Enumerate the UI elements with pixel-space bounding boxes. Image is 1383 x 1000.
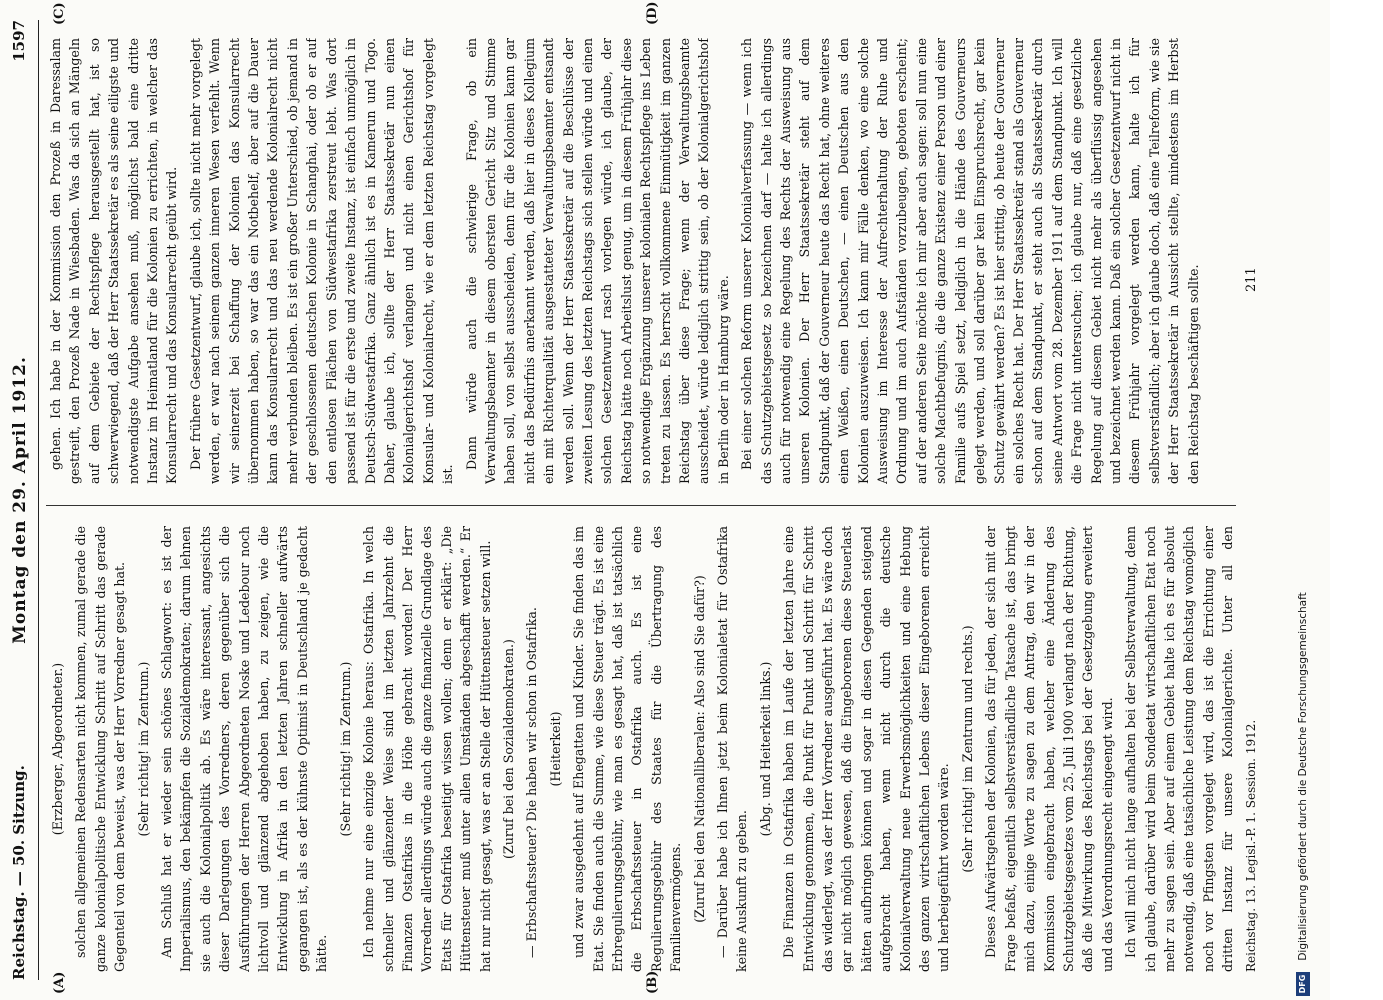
interjection: (Abg. und Heiterkeit links.) bbox=[757, 661, 773, 837]
paragraph: solchen allgemeinen Redensarten nicht kommen, zumal gerade die ganze kolonialpolitische Entwicklung Schritt auf Schritt das gerade Gegenteil von dem beweist, was der Herr Vorredner gesagt hat. bbox=[73, 526, 128, 972]
digitization-text: Digitalisierung gefördert durch die Deutsche Forschungsgemeinschaft bbox=[1297, 592, 1309, 961]
paragraph: Ich will mich nicht lange aufhalten bei der Selbstverwaltung, denn ich glaube, darüber wird beim Sondeetat wirtschaftlichen Etat noch mehr zu sagen sein. Aber auf einem Gebiet halte ich es für absolut notwendig, daß eine tatsächliche Leistung dem Reichstag womöglich noch vor Pfingsten vorgelegt wird, das ist die Errichtung einer dritten Instanz für unsere Kolonialgerichte. Unter all den bbox=[1123, 526, 1236, 972]
right-text-column bbox=[46, 38, 1236, 484]
interjection: (Heiterkeit) bbox=[547, 711, 563, 787]
header-session: Reichstag. — 50. Sitzung. bbox=[10, 765, 28, 980]
margin-mark-a: (A) bbox=[52, 971, 67, 994]
interjection: (Sehr richtig! im Zentrum.) bbox=[337, 661, 353, 837]
digitization-note bbox=[1290, 0, 1316, 1000]
paragraph: Bei einer solchen Reform unserer Kolonialverfassung — wenn ich das Schutzgebietsgesetz so bezeichnen darf — halte ich allerdings auch für notwendig eine Regelung des Rechts der Ausweisung aus unseren Kolonien. Der Herr Staatssekretär steht auf dem Standpunkt, daß der Gouverneur heute das Recht hat, ohne weiteres einen Weißen, einen Deutschen, — einen Deutschen aus den Kolonien auszuweisen. Ich kann mir Fälle denken, wo eine solche Ausweisung im Interesse der Aufrechterhaltung der Ruhe und Ordnung und im auch Aufständen vorzubeugen, geboten erscheint; auf der anderen Seite möchte ich mir aber auch sagen: soll nun eine solche Machtbefugnis, die die ganze Existenz einer Person und einer Familie aufs Spiel setzt, lediglich in die Hände des Gouverneurs gelegt werden, und soll darüber gar kein Einspruchsrecht, gar kein Schutz gewährt werden? Es ist hier strittig, ob heute der Gouverneur ein solches Recht hat. Der Herr Staatssekretär stand als Gouverneur schon auf dem Standpunkt, er steht auch als Staatssekretär durch seine Antwort vom 28. Dezember 1911 auf dem Standpunkt. Ich will die Frage nicht untersuchen; ich glaube nur, daß eine gesetzliche Regelung auf diesem Gebiet nicht mehr als überflüssig angesehen und bezeichnet werden kann. Daß ein solcher Gesetzentwurf nicht in diesem Frühjahr vorgelegt werden kann, halte ich für selbstverständlich; aber ich glaube doch, daß eine Teilreform, wie sie der Herr Staatssekretär in Aussicht stellte, mindestens im Herbst den Reichstag beschäftigen sollte. bbox=[739, 38, 1201, 484]
footer-sheet-number: 211 bbox=[1244, 267, 1259, 292]
interjection: (Erzberger, Abgeordneter.) bbox=[50, 662, 65, 836]
interjection: (Zuruf bei den Sozialdemokraten.) bbox=[500, 639, 516, 859]
interjection: (Sehr richtig! im Zentrum und rechts.) bbox=[959, 625, 975, 873]
page-footer bbox=[1244, 32, 1266, 972]
paragraph: Der frühere Gesetzentwurf, glaube ich, sollte nicht mehr vorgelegt werden, er war nach seinem ganzen inneren Wesen verfehlt. Wenn wir seinerzeit bei Schaffung der Kolonien das Konsularrecht übernommen haben, so war das ein Notbehelf, aber auf die Dauer kann das Konsularrecht und das neu werdende Kolonialrecht nicht mehr verbunden bleiben. Es ist ein großer Unterschied, ob jemand in der geschlossenen deutschen Kolonie in Schanghai, oder ob er auf den entlosen Flächen von Südwestafrika zerstreut lebt. Was dort passend ist für die erste und zweite Instanz, ist einfach unmöglich in Deutsch-Südwestafrika. Ganz ähnlich ist es in Kamerun und Togo. Daher, glaube ich, sollte der Herr Staatssekretär nun einen Kolonialgerichtshof verlangen und nicht einen Gerichtshof für Konsular- und Kolonialrecht, wie er dem letzten Reichstag vorgelegt ist. bbox=[187, 38, 456, 484]
paragraph: Die Finanzen in Ostafrika haben im Laufe der letzten Jahre eine Entwicklung genommen, die Punkt für Punkt und Schritt für Schritt das widerlegt, was der Herr Vorredner ausgeführt hat. Es wäre doch gar nicht möglich gewesen, daß die Eingeborenen diese Steuerlast hätten aufbringen können und sogar in diesen Gegenden steigend aufgebracht haben, wenn nicht durch die deutsche Kolonialverwaltung neue Erwerbsmöglichkeiten und eine Hebung des ganzen wirtschaftlichen Lebens dieser Eingeborenen erreicht und herbeigeführt worden wäre. bbox=[781, 526, 952, 972]
paragraph: — Erbschaftssteuer? Die haben wir schon in Ostafrika. bbox=[524, 607, 540, 958]
paragraph: Am Schluß hat er wieder sein schönes Schlagwort: es ist der Imperialismus, den bekämpfen die Sozialdemokraten; darum lehnen sie auch die Kolonialpolitik ab. Es wäre interessant, angesichts dieser Darlegungen des Vorredners, deren gegenüber sich die Ausführungen der Herren Abgeordneten Noske und Ledebour noch lichtvoll und glänzend abgehoben haben, zu zeigen, wie die Entwicklung in Afrika in den letzten Jahren schneller aufwärts gegangen ist, als es der kühnste Optimist in Deutschland je gedacht hätte. bbox=[159, 526, 330, 972]
interjection: (Zuruf bei den Nationalliberalen: Also sind Sie dafür?) bbox=[691, 575, 707, 923]
margin-mark-c: (C) bbox=[52, 2, 67, 25]
paragraph: und zwar ausgedehnt auf Ehegatten und Kinder. Sie finden das im Etat. Sie finden auch die Summe, wie diese Steuer trägt. Es ist eine Erbregulierungsgebühr, wie man es gesagt hat, daß ist tatsächlich die Erbschaftssteuer in Ostafrika auch. Es ist eine Regulierungsgebühr des Staates für die Übertragung des Familienvermögens. bbox=[571, 526, 684, 972]
footer-imprint: Reichstag. 13. Legisl.-P. 1. Session. 1912. bbox=[1244, 719, 1258, 972]
paragraph: Dann würde auch die schwierige Frage, ob ein Verwaltungsbeamter in diesem obersten Gericht Sitz und Stimme haben soll, von selbst ausscheiden, denn für die Kolonien kann gar nicht das Bedürfnis anerkannt werden, daß hier in dieses Kollegium ein mit Richterqualität ausgestatteter Verwaltungsbeamter entsandt werden soll. Wenn der Herr Staatssekretär auf die Beschlüsse der zweiten Lesung des letzten Reichstags sich stellen würde und einen solchen Gesetzentwurf rasch vorlegen würde, ich glaube, der Reichstag hätte noch Arbeitslust genug, um in diesem Frühjahr diese so notwendige Ergänzung unserer kolonialen Rechtspflege ins Leben treten zu lassen. Es herrscht vollkommene Einmütigkeit im ganzen Reichstag über diese Frage; wenn der Verwaltungsbeamte ausscheidet, würde lediglich strittig sein, ob der Kolonialgerichtshof in Berlin oder in Hamburg wäre. bbox=[463, 38, 731, 484]
margin-mark-d: (D) bbox=[645, 1, 660, 25]
paragraph: gehen. Ich habe in der Kommission den Prozeß in Daressalam gestreift, den Prozeß Nade in Wiesbaden. Was da sich an Mängeln auf dem Gebiete der Rechtspflege herausgestellt hat, ist so schwerwiegend, daß der Herr Staatssekretär es als seine eiligste und notwendigste Aufgabe ansehen muß, möglichst bald eine dritte Instanz im Heimatland für die Kolonien zu errichten, in welcher das Konsularrecht und das Konsularrecht geübt wird. bbox=[48, 38, 180, 484]
paragraph: Ich nehme nur eine einzige Kolonie heraus: Ostafrika. In welch schneller und glänzender Weise sind im letzten Jahrzehnt die Finanzen Ostafrikas in die Höhe gebracht worden! Der Herr Vorredner allerdings würde auch die ganze finanzielle Grundlage des Etats für Ostafrika beseitigt wissen wollen; denn er erklärt: „Die Hüttensteuer muß unter allen Umständen abgeschafft werden.“ Er hat nur nicht gesagt, was er an Stelle der Hüttensteuer setzen will. bbox=[361, 526, 493, 972]
header-date: Montag den 29. April 1912. bbox=[10, 356, 30, 644]
interjection: (Sehr richtig! im Zentrum.) bbox=[135, 661, 151, 837]
left-text-column bbox=[46, 526, 1236, 972]
column-rule bbox=[46, 505, 1236, 506]
paragraph: — Darüber habe ich Ihnen jetzt beim Kolonialetat für Ostafrika keine Auskunft zu geben. bbox=[715, 526, 750, 972]
page-number: 1597 bbox=[10, 20, 28, 62]
header-rule bbox=[38, 20, 39, 980]
dfg-logo-icon: DFG bbox=[1296, 972, 1310, 996]
margin-mark-b: (B) bbox=[645, 970, 660, 994]
paragraph: Dieses Aufwärtsgehen der Kolonien, das für jeden, der sich mit der Frage befaßt, eigentlich selbstverständliche Tatsache ist, das bringt mich dazu, einige Worte zu sagen zu dem Antrag, den wir in der Kommission eingebracht haben, welcher eine Änderung des Schutzgebietsgesetzes vom 25. Juli 1900 verlangt nach der Richtung, daß die Mitwirkung des Reichstags bei der Gesetzgebung erweitert und das Verordnungsrecht eingeengt wird. bbox=[983, 526, 1115, 972]
page-header bbox=[10, 20, 36, 980]
